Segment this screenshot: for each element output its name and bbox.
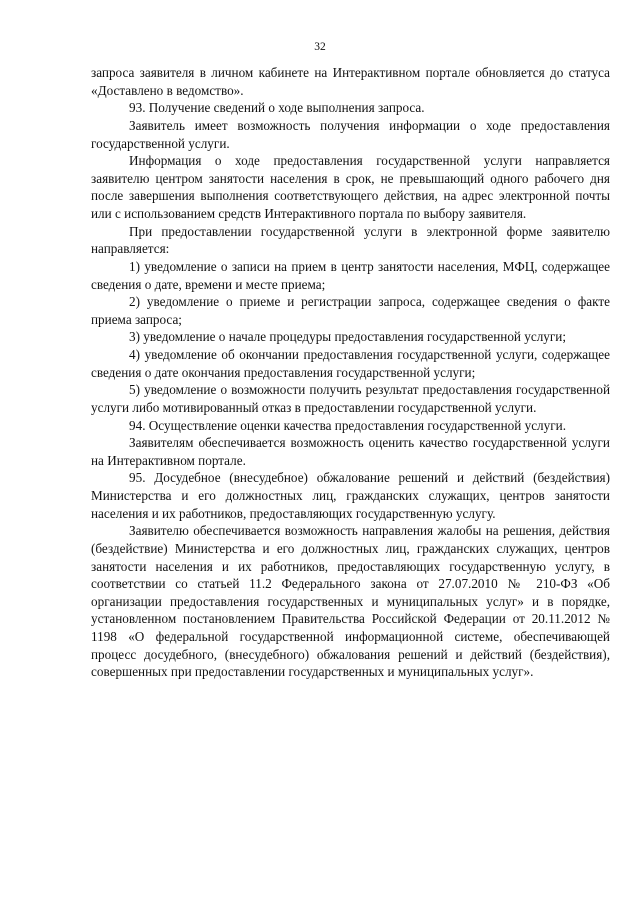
paragraph: Заявителю обеспечивается возможность направления жалобы на решения, действия (бездействие) Министерства и его должностных лиц, гражданских служащих, центров занятости населения и их работников, предоставляющих государственную услугу, в соответствии со статьей 11.2 Федерального закона от 27.07.2010 № 210-ФЗ «Об организации предоставления государственных и муниципальных услуг» и в порядке, установленном постановлением Правительства Российской Федерации от 20.11.2012 № 1198 «О федеральной государственной информационной системе, обеспечивающей процесс досудебного, (внесудебного) обжалования решений и действий (бездействия), совершенных при предоставлении государственных и муниципальных услуг». — [91, 523, 610, 680]
page-number: 32 — [314, 41, 326, 53]
paragraph: 2) уведомление о приеме и регистрации запроса, содержащее сведения о факте приема запроса; — [91, 294, 610, 327]
paragraph: 95. Досудебное (внесудебное) обжалование решений и действий (бездействия) Министерства и его должностных лиц, гражданских служащих, центров занятости населения и их работников, предоставляющих государственную услугу. — [91, 470, 610, 521]
paragraph: 4) уведомление об окончании предоставления государственной услуги, содержащее сведения о дате окончания предоставления государственной услуги; — [91, 347, 610, 380]
paragraph: 5) уведомление о возможности получить результат предоставления государственной услуги либо мотивированный отказ в предоставлении государственной услуги. — [91, 382, 610, 415]
paragraph: запроса заявителя в личном кабинете на Интерактивном портале обновляется до статуса «Доставлено в ведомство». — [91, 65, 610, 98]
paragraph: Заявитель имеет возможность получения информации о ходе предоставления государственной услуги. — [91, 117, 610, 151]
paragraph: 3) уведомление о начале процедуры предоставления государственной услуги; — [129, 329, 567, 345]
paragraph: Информация о ходе предоставления государственной услуги направляется заявителю центром занятости населения в срок, не превышающий одного рабочего дня после завершения выполнения соответствующего действия, на адрес электронной почты или с использованием средств Интерактивного портала по выбору заявителя. — [91, 153, 610, 221]
paragraph: Заявителям обеспечивается возможность оценить качество государственной услуги на Интерактивном портале. — [91, 435, 610, 468]
paragraph: 93. Получение сведений о ходе выполнения запроса. — [129, 100, 425, 116]
paragraph: 94. Осуществление оценки качества предоставления государственной услуги. — [129, 417, 566, 433]
paragraph: При предоставлении государственной услуги в электронной форме заявителю направляется: — [91, 223, 610, 257]
document-body — [91, 64, 610, 681]
paragraph: 1) уведомление о записи на прием в центр занятости населения, МФЦ, содержащее сведения о дате, времени и месте приема; — [91, 258, 610, 292]
